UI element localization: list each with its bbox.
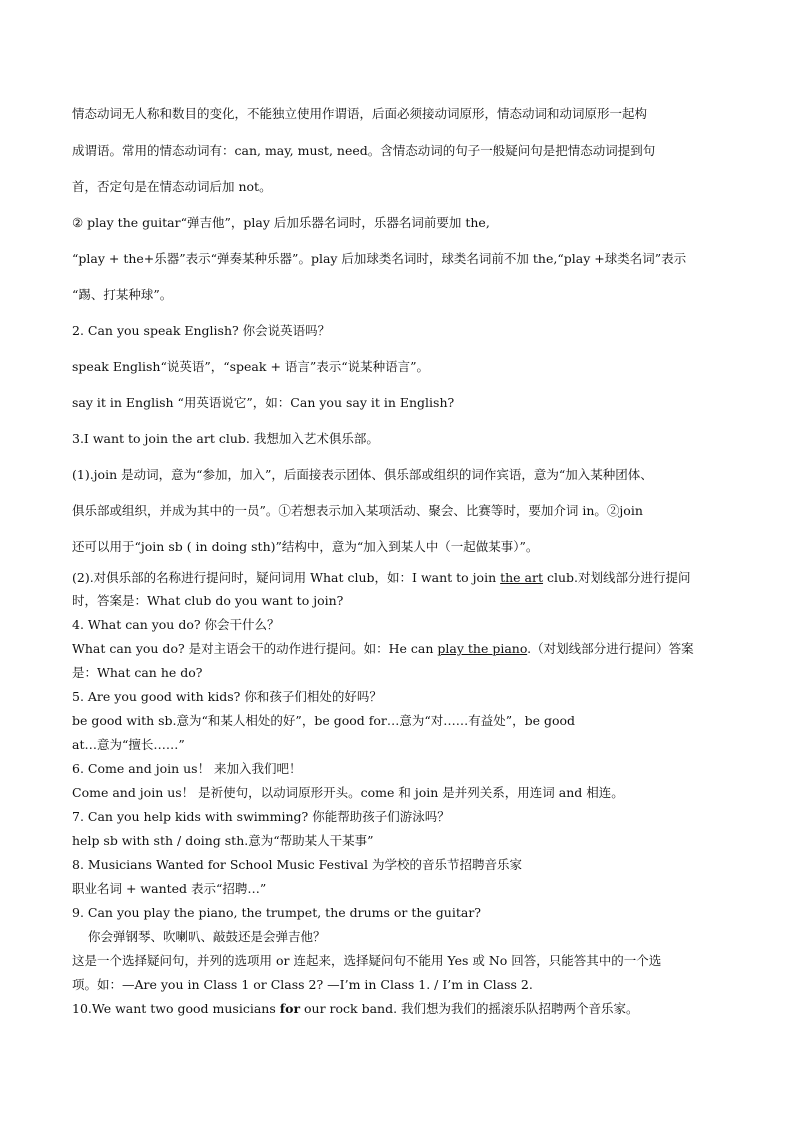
text-line: 职业名词 + wanted 表示“招聘…” (72, 881, 267, 896)
text-line (72, 570, 691, 586)
text-line: at…意为“擅长……” (72, 737, 185, 752)
text-segment: .（对划线部分进行提问）答案 (527, 641, 694, 656)
underlined-text: play the piano (437, 641, 528, 656)
text-line: 还可以用于“join sb ( in doing sth)”结构中，意为“加入到某人中（一起做某事）”。 (72, 539, 539, 554)
text-line: Come and join us！ 是祈使句，以动词原形开头。come 和 join 是并列关系，用连词 and 相连。 (72, 785, 624, 800)
text-line: “play + the+乐器”表示“弹奏某种乐器”。play 后加球类名词时，球类名词前不加 the,“play +球类名词”表示 (72, 251, 687, 266)
underlined-text: the art (500, 570, 544, 585)
text-line: 8. Musicians Wanted for School Music Festival 为学校的音乐节招聘音乐家 (72, 857, 522, 872)
text-segment: What can you do? 是对主语会干的动作进行提问。如：He can (72, 641, 438, 656)
text-segment: 10.We want two good musicians (72, 1001, 280, 1016)
text-line: (1).join 是动词，意为“参加，加入”，后面接表示团体、俱乐部或组织的词作宾语，意为“加入某种团体、 (72, 467, 653, 482)
text-line: 是：What can he do? (72, 665, 203, 680)
text-line: 4. What can you do? 你会干什么？ (72, 617, 280, 632)
text-line: 2. Can you speak English? 你会说英语吗？ (72, 323, 331, 338)
text-line: ② play the guitar“弹吉他”，play 后加乐器名词时，乐器名词前要加 the, (72, 215, 490, 230)
text-line: speak English“说英语”，“speak + 语言”表示“说某种语言”。 (72, 359, 430, 374)
bold-text: for (279, 1001, 301, 1016)
text-line: 情态动词无人称和数目的变化，不能独立使用作谓语，后面必须接动词原形，情态动词和动词原形一起构 (72, 106, 648, 121)
text-line: “踢、打某种球”。 (72, 287, 173, 302)
text-segment: our rock band. 我们想为我们的摇滚乐队招聘两个音乐家。 (300, 1001, 639, 1016)
text-segment: club.对划线部分进行提问 (543, 570, 691, 585)
text-line (72, 641, 694, 657)
text-line: 你会弹钢琴、吹喇叭、敲鼓还是会弹吉他？ (88, 929, 326, 944)
text-line: 成谓语。常用的情态动词有：can, may, must, need。含情态动词的句子一般疑问句是把情态动词提到句 (72, 143, 656, 158)
text-line: 3.I want to join the art club. 我想加入艺术俱乐部。 (72, 431, 379, 446)
text-line: 时，答案是：What club do you want to join? (72, 593, 344, 608)
text-line: 这是一个选择疑问句，并列的选项用 or 连起来，选择疑问句不能用 Yes 或 No 回答，只能答其中的一个选 (72, 953, 662, 968)
text-line: 俱乐部或组织，并成为其中的一员”。①若想表示加入某项活动、聚会、比赛等时，要加介词 in。②join (72, 503, 643, 518)
text-line: 5. Are you good with kids? 你和孩子们相处的好吗？ (72, 689, 382, 704)
text-line: help sb with sth / doing sth.意为“帮助某人干某事” (72, 833, 374, 848)
text-line: 项。如：—Are you in Class 1 or Class 2? —I’m in Class 1. / I’m in Class 2. (72, 977, 533, 992)
text-line: 9. Can you play the piano, the trumpet, the drums or the guitar? (72, 905, 482, 920)
text-line: 7. Can you help kids with swimming? 你能帮助孩子们游泳吗？ (72, 809, 450, 824)
text-line (72, 1001, 639, 1017)
text-line: 6. Come and join us！ 来加入我们吧！ (72, 761, 302, 776)
text-line: 首，否定句是在情态动词后加 not。 (72, 179, 272, 194)
text-line: say it in English “用英语说它”，如：Can you say it in English? (72, 395, 455, 410)
text-segment: (2).对俱乐部的名称进行提问时，疑问词用 What club，如：I want to join (72, 570, 501, 585)
text-line: be good with sb.意为“和某人相处的好”，be good for…意为“对……有益处”，be good (72, 713, 576, 728)
